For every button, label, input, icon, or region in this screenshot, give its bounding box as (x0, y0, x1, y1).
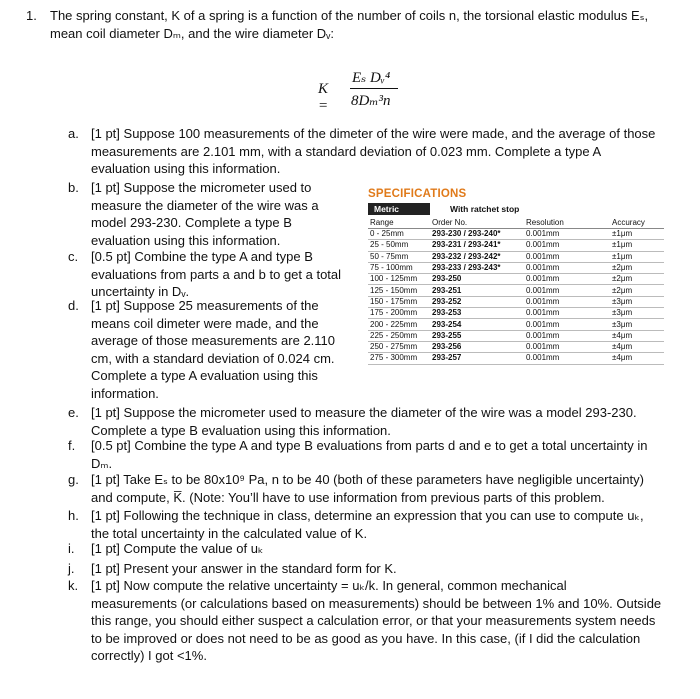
spec-order-no: 293-254 (430, 319, 524, 330)
spec-range: 150 - 175mm (368, 296, 430, 307)
part-label: k. (68, 578, 79, 593)
spec-row (368, 353, 664, 364)
part-line: measurements (or calculations based on measurements) should be between 1% and 10%. Outside (91, 595, 662, 611)
fraction-bar (350, 88, 398, 89)
spec-accuracy: ±1μm (610, 251, 664, 262)
intro-line-1: The spring constant, K of a spring is a function of the number of coils n, the torsional elastic modulus Eₛ, (50, 8, 649, 23)
specifications-panel (368, 188, 664, 365)
part-line: this range, you should either suspect a calculation error, or that your measurements system needs (91, 613, 656, 628)
part-line: cm, with a standard deviation of 0.024 cm. (91, 350, 335, 366)
part-line: [1 pt] Suppose 100 measurements of the dimeter of the wire were made, and the average of those (91, 126, 656, 141)
spec-order-no: 293-233 / 293-243* (430, 262, 524, 273)
spec-header-order: Order No. (430, 217, 524, 229)
spec-order-no: 293-250 (430, 274, 524, 285)
spec-row (368, 251, 664, 262)
part-line: correctly) I got <1%. (91, 648, 207, 663)
part-line: [1 pt] Now compute the relative uncertainty = uₖ/k. In general, common mechanical (91, 578, 567, 593)
spec-accuracy: ±3μm (610, 308, 664, 319)
part-label: b. (68, 180, 79, 195)
spec-accuracy: ±4μm (610, 341, 664, 352)
spec-order-no: 293-253 (430, 308, 524, 319)
part-line: average of those measurements are 2.110 (91, 333, 336, 348)
spec-range: 100 - 125mm (368, 274, 430, 285)
spec-row (368, 262, 664, 273)
spec-order-no: 293-252 (430, 296, 524, 307)
metric-label: Metric (368, 203, 430, 215)
spec-range: 175 - 200mm (368, 308, 430, 319)
spec-row (368, 308, 664, 319)
part-label: i. (68, 541, 75, 556)
spec-order-no: 293-232 / 293-242* (430, 251, 524, 262)
spec-row (368, 240, 664, 251)
part-line: measurements are 2.101 mm, with a standard deviation of 0.023 mm. Complete a type A (91, 143, 602, 159)
spec-accuracy: ±2μm (610, 285, 664, 296)
spec-range: 125 - 150mm (368, 285, 430, 296)
spec-resolution: 0.001mm (524, 296, 610, 307)
part-line: evaluations from parts a and b to get a total (91, 266, 342, 282)
part-line: measure the diameter of the wire was a (91, 197, 319, 213)
spec-range: 50 - 75mm (368, 251, 430, 262)
part-line: Complete a type A evaluation using this (91, 368, 318, 383)
part-label: c. (68, 249, 79, 264)
spec-accuracy: ±2μm (610, 262, 664, 273)
spec-resolution: 0.001mm (524, 330, 610, 341)
spec-order-no: 293-256 (430, 341, 524, 352)
part-line: means coil dimeter were made, and the (91, 315, 319, 331)
spec-range: 275 - 300mm (368, 353, 430, 364)
part-line: to be improved or does not need to be as good as you have. In this case, (if I did the calculation (91, 630, 641, 646)
spec-row (368, 319, 664, 330)
spec-resolution: 0.001mm (524, 274, 610, 285)
part-line: [0.5 pt] Combine the type A and type B (91, 249, 313, 264)
spec-range: 25 - 50mm (368, 240, 430, 251)
part-line: [1 pt] Compute the value of uₖ (91, 541, 264, 556)
ratchet-label: With ratchet stop (450, 204, 520, 214)
formula-numerator: Eₛ Dᵥ⁴ (352, 70, 391, 86)
part-label: a. (68, 126, 79, 141)
spec-row (368, 229, 664, 240)
spec-resolution: 0.001mm (524, 319, 610, 330)
spec-row (368, 296, 664, 307)
spec-range: 200 - 225mm (368, 319, 430, 330)
spec-accuracy: ±4μm (610, 353, 664, 364)
part-line: [1 pt] Suppose the micrometer used to (91, 180, 312, 195)
spec-accuracy: ±4μm (610, 330, 664, 341)
spec-accuracy: ±3μm (610, 296, 664, 307)
spec-header-accuracy: Accuracy (610, 217, 664, 229)
spec-header-resolution: Resolution (524, 217, 610, 229)
formula-lhs: K = (318, 81, 329, 114)
spec-order-no: 293-257 (430, 353, 524, 364)
spec-order-no: 293-231 / 293-241* (430, 240, 524, 251)
specifications-title: SPECIFICATIONS (368, 188, 467, 200)
spec-header-range: Range (368, 217, 430, 229)
part-label: d. (68, 298, 79, 313)
part-line: evaluation using this information. (91, 232, 281, 248)
spec-row (368, 330, 664, 341)
part-line: model 293-230. Complete a type B (91, 215, 292, 230)
part-line: [0.5 pt] Combine the type A and type B evaluations from parts d and e to get a total uncertainty in (91, 438, 648, 453)
spec-accuracy: ±1μm (610, 240, 664, 251)
part-line: Dₘ. (91, 455, 113, 471)
intro-line-2: mean coil diameter Dₘ, and the wire diameter Dᵥ: (50, 26, 334, 41)
spec-order-no: 293-255 (430, 330, 524, 341)
part-line: information. (91, 385, 159, 401)
part-line: [1 pt] Following the technique in class, determine an expression that you can use to compute uₖ, (91, 508, 644, 523)
part-line: [1 pt] Suppose 25 measurements of the (91, 298, 319, 313)
spec-accuracy: ±3μm (610, 319, 664, 330)
spec-resolution: 0.001mm (524, 251, 610, 262)
part-label: g. (68, 472, 79, 487)
spec-resolution: 0.001mm (524, 308, 610, 319)
spec-order-no: 293-230 / 293-240* (430, 229, 524, 240)
part-label: j. (68, 561, 75, 576)
part-line: evaluation using this information. (91, 161, 281, 176)
spec-order-no: 293-251 (430, 285, 524, 296)
spec-accuracy: ±2μm (610, 274, 664, 285)
spec-row (368, 285, 664, 296)
spec-row (368, 341, 664, 352)
part-line: and compute, K̅. (Note: You’ll have to use information from previous parts of this problem. (91, 489, 605, 505)
part-label: f. (68, 438, 76, 453)
part-label: e. (68, 405, 79, 420)
spec-range: 250 - 275mm (368, 341, 430, 352)
spec-resolution: 0.001mm (524, 240, 610, 251)
spec-accuracy: ±1μm (610, 229, 664, 240)
spec-range: 225 - 250mm (368, 330, 430, 341)
spec-resolution: 0.001mm (524, 229, 610, 240)
part-line: [1 pt] Suppose the micrometer used to measure the diameter of the wire was a model 293-230. (91, 405, 637, 420)
spec-resolution: 0.001mm (524, 341, 610, 352)
specifications-table (368, 217, 664, 365)
part-line: [1 pt] Take Eₛ to be 80x10⁹ Pa, n to be 40 (both of these parameters have negligible uncertainty) (91, 472, 644, 487)
part-line: Complete a type B evaluation using this information. (91, 422, 391, 438)
spec-resolution: 0.001mm (524, 262, 610, 273)
spec-range: 0 - 25mm (368, 229, 430, 240)
spec-range: 75 - 100mm (368, 262, 430, 273)
spec-row (368, 274, 664, 285)
spec-resolution: 0.001mm (524, 285, 610, 296)
problem-number: 1. (26, 8, 37, 23)
part-line: uncertainty in Dᵥ. (91, 284, 190, 299)
part-line: the total uncertainty in the calculated value of K. (91, 525, 368, 541)
spec-header-row (368, 217, 664, 229)
part-line: [1 pt] Present your answer in the standard form for K. (91, 561, 397, 576)
part-label: h. (68, 508, 79, 523)
formula-denominator: 8Dₘ³n (351, 93, 391, 109)
spec-resolution: 0.001mm (524, 353, 610, 364)
